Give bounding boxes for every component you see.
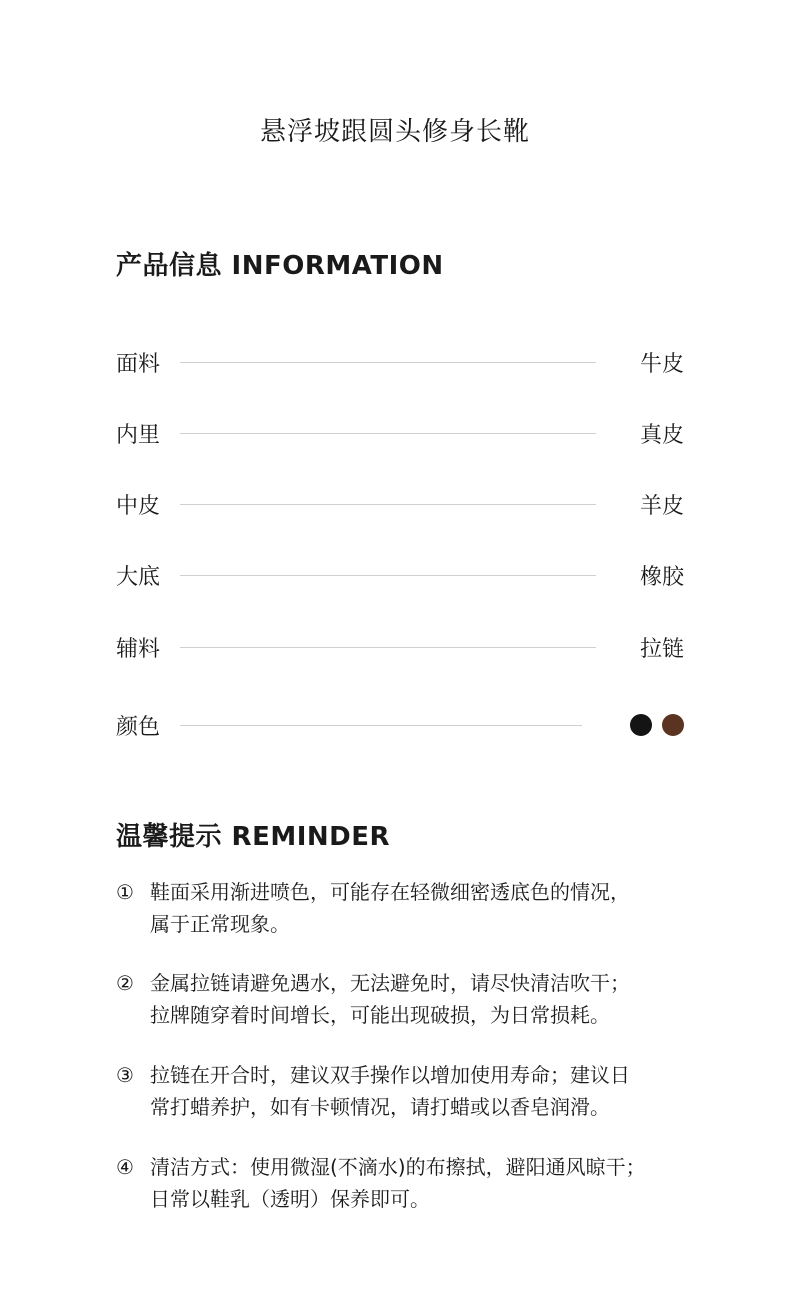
reminder-line (116, 1059, 716, 1091)
info-section-heading: 产品信息 INFORMATION (116, 251, 444, 281)
info-value: 牛皮 (639, 351, 684, 377)
info-label: 面料 (116, 351, 161, 377)
info-value: 拉链 (639, 636, 684, 662)
reminder-item (116, 876, 716, 940)
info-divider (180, 725, 582, 726)
info-row-fabric (116, 342, 684, 382)
color-swatch-black[interactable] (630, 714, 652, 736)
info-label: 内里 (116, 422, 161, 448)
reminder-number: ③ (116, 1063, 134, 1087)
reminder-line (116, 908, 716, 940)
info-row-lining (116, 413, 684, 453)
reminder-line (116, 1183, 716, 1215)
reminder-text: 日常以鞋乳（透明）保养即可。 (150, 1187, 430, 1211)
reminder-line (116, 967, 716, 999)
info-value: 橡胶 (639, 564, 684, 590)
color-swatch-brown[interactable] (662, 714, 684, 736)
info-value: 真皮 (639, 422, 684, 448)
reminder-line (116, 876, 716, 908)
reminder-item (116, 967, 716, 1031)
reminder-text: 清洁方式：使用微湿(不滴水)的布擦拭，避阳通风晾干； (150, 1155, 646, 1179)
reminder-number: ④ (116, 1155, 134, 1179)
reminder-text: 金属拉链请避免遇水，无法避免时，请尽快清洁吹干； (150, 971, 630, 995)
info-label: 大底 (116, 564, 161, 590)
info-label: 辅料 (116, 636, 161, 662)
info-label: 颜色 (116, 714, 161, 740)
info-row-outsole (116, 555, 684, 595)
reminder-text: 属于正常现象。 (150, 912, 290, 936)
info-row-accessories (116, 627, 684, 667)
product-title: 悬浮坡跟圆头修身长靴 (259, 117, 530, 147)
reminder-text: 常打蜡养护，如有卡顿情况，请打蜡或以香皂润滑。 (150, 1095, 610, 1119)
reminder-line (116, 999, 716, 1031)
reminder-section-heading: 温馨提示 REMINDER (116, 822, 391, 852)
reminder-item (116, 1151, 716, 1215)
reminder-number: ② (116, 971, 134, 995)
reminder-text: 拉链在开合时，建议双手操作以增加使用寿命；建议日 (150, 1063, 630, 1087)
reminder-line (116, 1091, 716, 1123)
reminder-line (116, 1151, 716, 1183)
reminder-item (116, 1059, 716, 1123)
reminder-text: 鞋面采用渐进喷色，可能存在轻微细密透底色的情况， (150, 880, 630, 904)
reminder-number: ① (116, 880, 134, 904)
reminder-text: 拉牌随穿着时间增长，可能出现破损，为日常损耗。 (150, 1003, 610, 1027)
info-row-insole (116, 484, 684, 524)
info-row-color (116, 705, 684, 745)
info-divider (180, 575, 596, 576)
info-value: 羊皮 (639, 493, 684, 519)
info-divider (180, 647, 596, 648)
info-divider (180, 504, 596, 505)
info-divider (180, 362, 596, 363)
info-divider (180, 433, 596, 434)
color-swatches (620, 714, 684, 736)
info-label: 中皮 (116, 493, 161, 519)
